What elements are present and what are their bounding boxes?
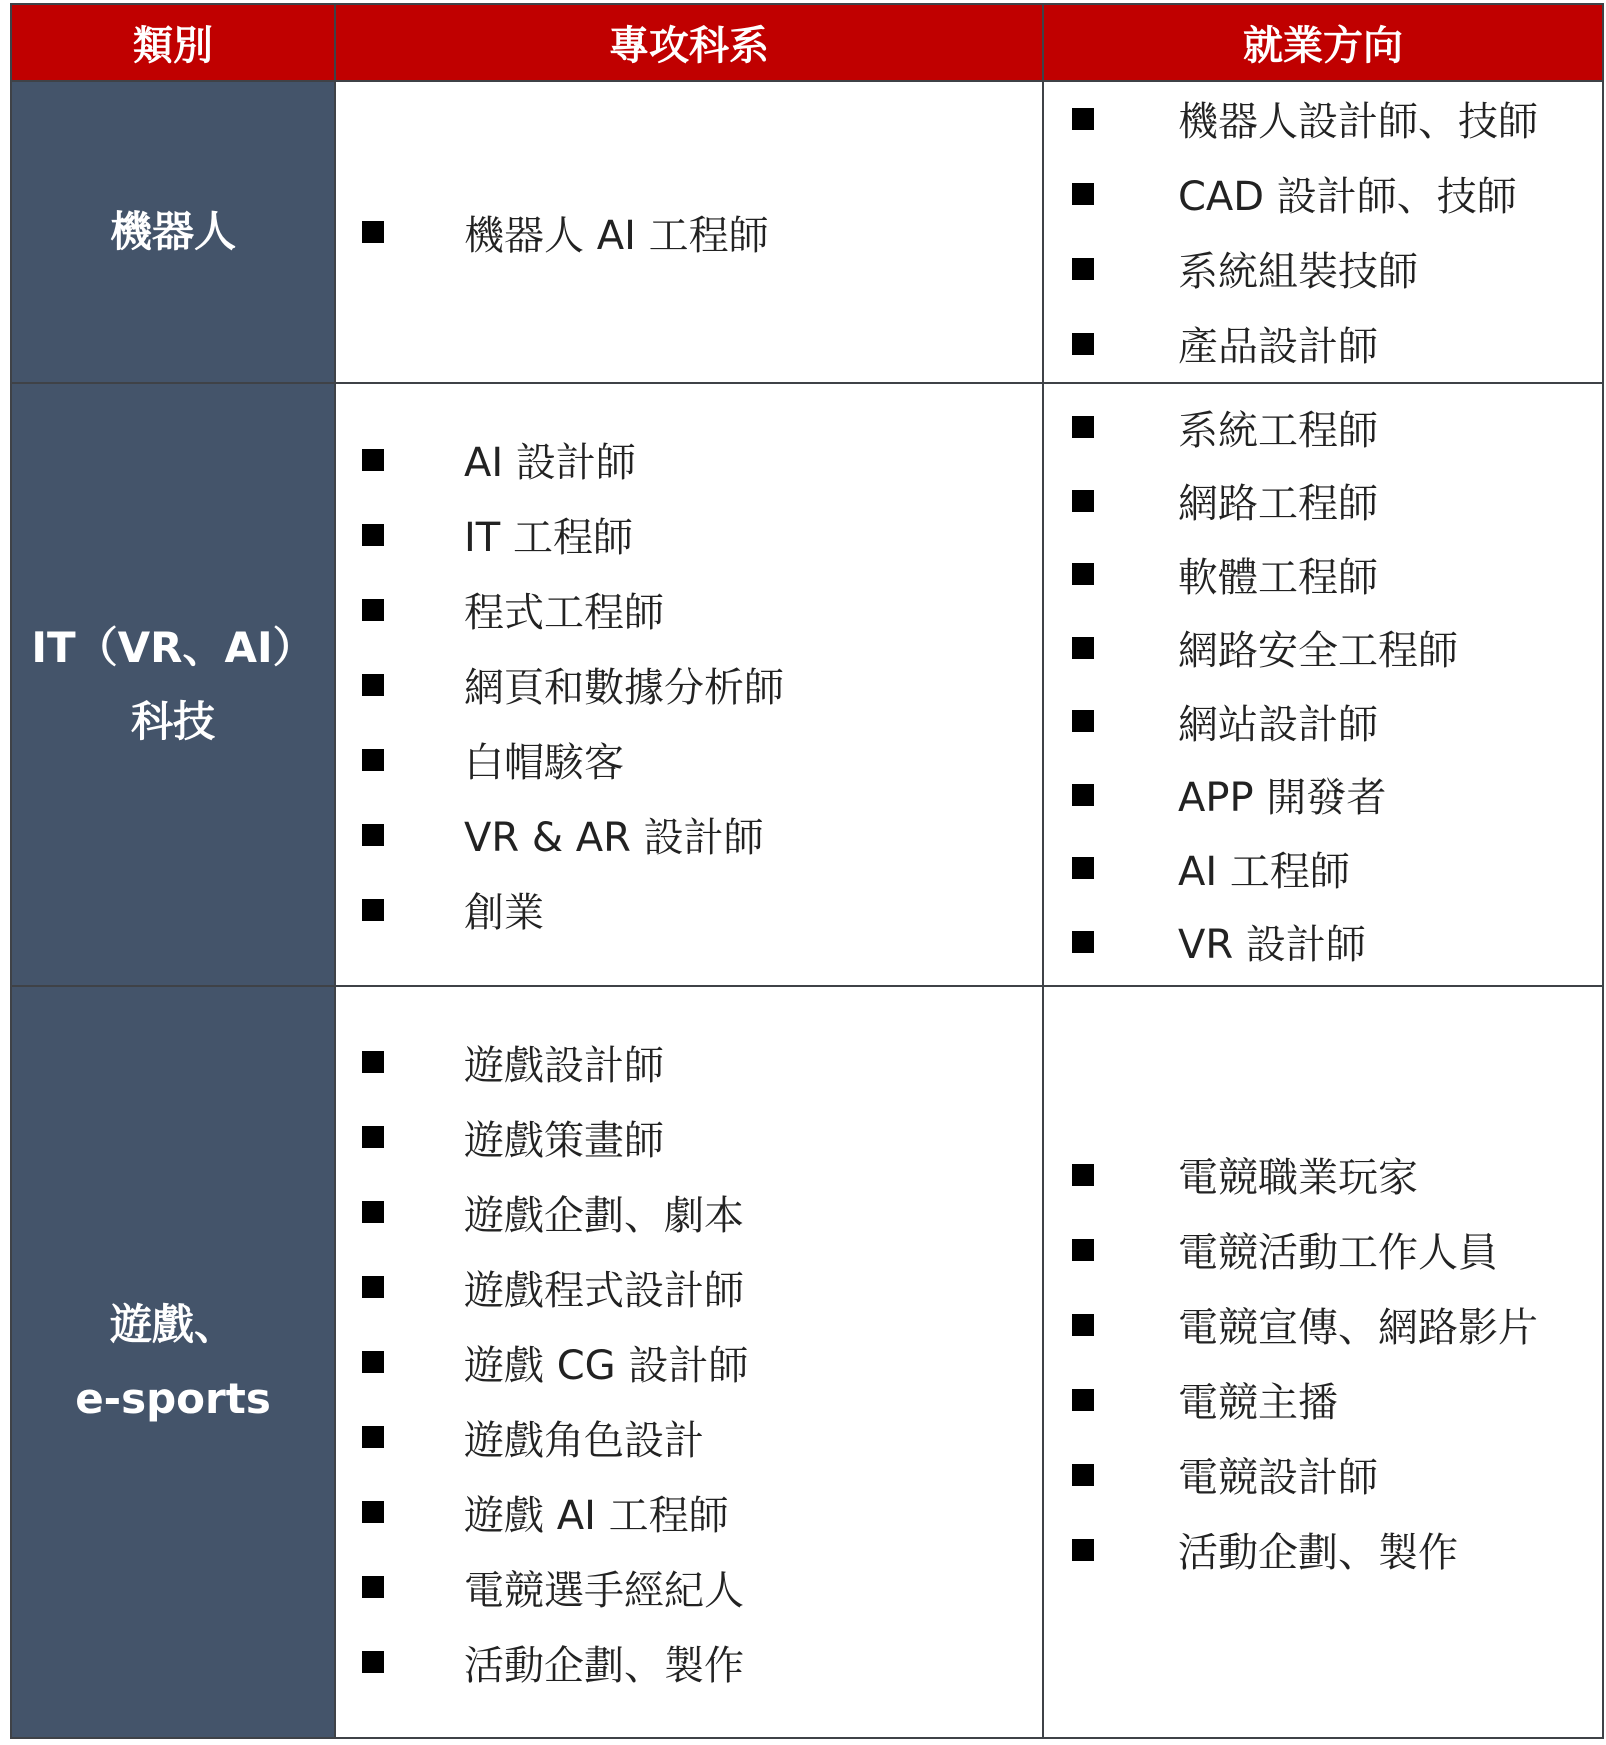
- square-bullet-icon: [1072, 183, 1094, 205]
- major-item-label: 遊戲 CG 設計師: [464, 1342, 749, 1389]
- square-bullet-icon: [362, 1051, 384, 1073]
- major-list: [336, 1025, 1042, 1700]
- career-item-label: 電競設計師: [1178, 1455, 1378, 1501]
- square-bullet-icon: [1072, 710, 1094, 732]
- career-item-label: 電競宣傳、網路影片: [1178, 1305, 1538, 1351]
- list-item: [1044, 1362, 1602, 1437]
- list-item: [1044, 611, 1602, 685]
- major-list: [336, 195, 1042, 270]
- square-bullet-icon: [362, 749, 384, 771]
- list-item: [336, 722, 1042, 797]
- header-row: [11, 4, 1603, 81]
- category-label: 科技: [130, 696, 215, 746]
- list-item: [1044, 1437, 1602, 1512]
- list-item: [1044, 1137, 1602, 1212]
- list-item: [1044, 758, 1602, 832]
- career-item-label: 機器人設計師、技師: [1178, 99, 1538, 145]
- square-bullet-icon: [362, 824, 384, 846]
- major-item-label: 遊戲 AI 工程師: [464, 1492, 729, 1539]
- square-bullet-icon: [1072, 857, 1094, 879]
- major-item-label: 創業: [464, 890, 544, 936]
- career-item-label: APP 開發者: [1178, 775, 1387, 822]
- list-item: [1044, 1212, 1602, 1287]
- category-label: 機器人: [109, 207, 236, 256]
- list-item: [1044, 231, 1602, 306]
- major-item-label: IT 工程師: [464, 515, 633, 561]
- square-bullet-icon: [362, 449, 384, 471]
- list-item: [1044, 156, 1602, 231]
- square-bullet-icon: [362, 1201, 384, 1223]
- major-item-label: 遊戲程式設計師: [464, 1267, 744, 1314]
- category-cell: [11, 81, 335, 383]
- square-bullet-icon: [1072, 784, 1094, 806]
- career-list: [1044, 81, 1602, 381]
- major-item-label: 活動企劃、製作: [464, 1642, 744, 1689]
- square-bullet-icon: [1072, 258, 1094, 280]
- square-bullet-icon: [1072, 1539, 1094, 1561]
- square-bullet-icon: [1072, 563, 1094, 585]
- category-label: IT（VR、AI）: [31, 622, 315, 672]
- career-item-label: 網路安全工程師: [1178, 628, 1458, 675]
- square-bullet-icon: [362, 1501, 384, 1523]
- header-category: 類別: [11, 4, 335, 81]
- square-bullet-icon: [362, 1126, 384, 1148]
- square-bullet-icon: [1072, 1239, 1094, 1261]
- square-bullet-icon: [362, 1651, 384, 1673]
- square-bullet-icon: [362, 1576, 384, 1598]
- major-item-label: 網頁和數據分析師: [464, 665, 784, 711]
- major-item-label: 機器人 AI 工程師: [464, 212, 769, 259]
- square-bullet-icon: [362, 599, 384, 621]
- table-body: [11, 81, 1603, 1738]
- major-item-label: AI 設計師: [464, 440, 636, 486]
- category-cell: [11, 986, 335, 1738]
- major-item-label: 遊戲設計師: [464, 1042, 664, 1089]
- career-cell: [1043, 383, 1603, 986]
- career-item-label: 電競主播: [1178, 1380, 1338, 1426]
- list-item: [336, 1625, 1042, 1700]
- major-cell: [335, 81, 1043, 383]
- major-item-label: 遊戲企劃、劇本: [464, 1192, 744, 1239]
- category-cell: [11, 383, 335, 986]
- career-item-label: 系統工程師: [1178, 407, 1378, 454]
- list-item: [336, 195, 1042, 270]
- career-item-label: 網路工程師: [1178, 481, 1378, 528]
- header-major: 專攻科系: [335, 4, 1043, 81]
- career-cell: [1043, 81, 1603, 383]
- list-item: [1044, 832, 1602, 906]
- career-item-label: 網站設計師: [1178, 701, 1378, 748]
- category-label: 遊戲、: [109, 1300, 236, 1349]
- list-item: [1044, 685, 1602, 759]
- square-bullet-icon: [362, 221, 384, 243]
- major-item-label: 程式工程師: [464, 590, 664, 636]
- list-item: [336, 1100, 1042, 1175]
- list-item: [1044, 306, 1602, 381]
- major-cell: [335, 383, 1043, 986]
- list-item: [1044, 391, 1602, 465]
- career-item-label: 系統組裝技師: [1178, 249, 1418, 295]
- major-item-label: VR & AR 設計師: [464, 815, 764, 861]
- list-item: [336, 1025, 1042, 1100]
- list-item: [336, 422, 1042, 497]
- major-cell: [335, 986, 1043, 1738]
- major-item-label: 白帽駭客: [464, 740, 624, 786]
- list-item: [1044, 464, 1602, 538]
- career-item-label: AI 工程師: [1178, 848, 1350, 895]
- list-item: [336, 872, 1042, 947]
- list-item: [336, 1175, 1042, 1250]
- list-item: [336, 1400, 1042, 1475]
- career-list: [1044, 391, 1602, 979]
- career-item-label: CAD 設計師、技師: [1178, 174, 1517, 220]
- career-cell: [1043, 986, 1603, 1738]
- list-item: [1044, 81, 1602, 156]
- career-item-label: 活動企劃、製作: [1178, 1530, 1458, 1576]
- major-item-label: 遊戲策畫師: [464, 1117, 664, 1164]
- career-item-label: 電競職業玩家: [1178, 1155, 1418, 1201]
- square-bullet-icon: [362, 1276, 384, 1298]
- square-bullet-icon: [1072, 1164, 1094, 1186]
- list-item: [336, 647, 1042, 722]
- square-bullet-icon: [1072, 637, 1094, 659]
- table-row: [11, 81, 1603, 383]
- square-bullet-icon: [1072, 931, 1094, 953]
- list-item: [336, 1475, 1042, 1550]
- list-item: [1044, 905, 1602, 979]
- square-bullet-icon: [1072, 416, 1094, 438]
- square-bullet-icon: [1072, 1314, 1094, 1336]
- career-item-label: VR 設計師: [1178, 922, 1366, 969]
- square-bullet-icon: [362, 524, 384, 546]
- career-table: [10, 3, 1604, 1739]
- square-bullet-icon: [362, 674, 384, 696]
- header-career: 就業方向: [1043, 4, 1603, 81]
- table-row: [11, 986, 1603, 1738]
- list-item: [336, 572, 1042, 647]
- square-bullet-icon: [362, 1351, 384, 1373]
- square-bullet-icon: [1072, 108, 1094, 130]
- list-item: [336, 1550, 1042, 1625]
- career-item-label: 軟體工程師: [1178, 554, 1378, 601]
- list-item: [336, 1250, 1042, 1325]
- square-bullet-icon: [1072, 490, 1094, 512]
- list-item: [1044, 1512, 1602, 1587]
- career-item-label: 電競活動工作人員: [1178, 1230, 1498, 1276]
- table-row: [11, 383, 1603, 986]
- list-item: [1044, 538, 1602, 612]
- list-item: [1044, 1287, 1602, 1362]
- major-item-label: 電競選手經紀人: [464, 1567, 744, 1614]
- career-item-label: 產品設計師: [1178, 324, 1378, 370]
- square-bullet-icon: [1072, 1464, 1094, 1486]
- major-list: [336, 422, 1042, 947]
- major-item-label: 遊戲角色設計: [464, 1417, 704, 1464]
- list-item: [336, 797, 1042, 872]
- category-label: e-sports: [75, 1374, 271, 1423]
- square-bullet-icon: [1072, 1389, 1094, 1411]
- list-item: [336, 497, 1042, 572]
- square-bullet-icon: [362, 1426, 384, 1448]
- career-list: [1044, 1137, 1602, 1587]
- square-bullet-icon: [1072, 333, 1094, 355]
- list-item: [336, 1325, 1042, 1400]
- square-bullet-icon: [362, 899, 384, 921]
